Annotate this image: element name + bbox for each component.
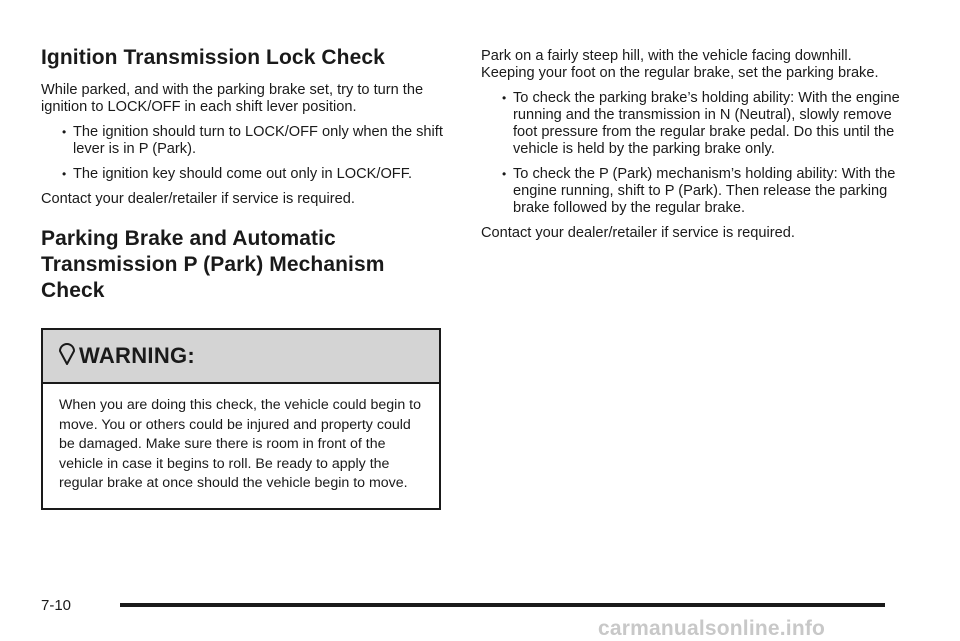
right-column: [481, 48, 901, 250]
park-contact-text: Contact your dealer/retailer if service is required.: [481, 225, 795, 241]
list-item-text: The ignition key should come out only in LOCK/OFF.: [73, 166, 413, 182]
page-number: 7-10: [41, 597, 72, 614]
list-item-text: To check the P (Park) mechanism’s holding ability: With the engine running, shift to P (Park). Then release the parking brake followed by the regular brake.: [513, 166, 896, 216]
warning-body-text: When you are doing this check, the vehicle could begin to move. You or others could be injured and property could be damaged. Make sure there is room in front of the vehicle in case it begins to roll. Be ready to apply the regular brake at once should the vehicle begin to move.: [59, 397, 422, 491]
ignition-contact-text: Contact your dealer/retailer if service is required.: [41, 191, 355, 207]
list-item: [481, 90, 901, 158]
bullet-icon: •: [502, 167, 507, 181]
section-title-ignition-lock-check: Ignition Transmission Lock Check: [41, 46, 385, 69]
park-hill-intro-text: Park on a fairly steep hill, with the vehicle facing downhill. Keeping your foot on the regular brake, set the parking brake.: [481, 48, 879, 81]
list-item-text: The ignition should turn to LOCK/OFF only when the shift lever is in P (Park).: [73, 124, 443, 157]
list-item: [41, 166, 451, 183]
bullet-icon: •: [62, 125, 67, 139]
list-item-text: To check the parking brake’s holding ability: With the engine running and the transmission in N (Neutral), slowly remove foot pressure from the regular brake pedal. Do this until the vehicle is held by the parking brake only.: [513, 90, 900, 157]
warning-title: WARNING:: [79, 343, 196, 368]
warning-caution-icon: [57, 343, 77, 370]
list-item: [481, 166, 901, 217]
ignition-intro-text: While parked, and with the parking brake set, try to turn the ignition to LOCK/OFF in each shift lever position.: [41, 82, 424, 115]
watermark-text: carmanualsonline.info: [598, 617, 826, 640]
warning-box: [41, 328, 441, 510]
park-check-bullet-list: [481, 90, 901, 217]
footer-divider: [120, 603, 885, 607]
warning-header: [43, 330, 439, 384]
bullet-icon: •: [502, 91, 507, 105]
section-title-park-mechanism-check: Parking Brake and Automatic Transmission P (Park) Mechanism Check: [41, 227, 385, 302]
list-item: [41, 124, 451, 158]
left-column: [41, 44, 451, 510]
bullet-icon: •: [62, 167, 67, 181]
ignition-bullet-list: [41, 124, 451, 183]
